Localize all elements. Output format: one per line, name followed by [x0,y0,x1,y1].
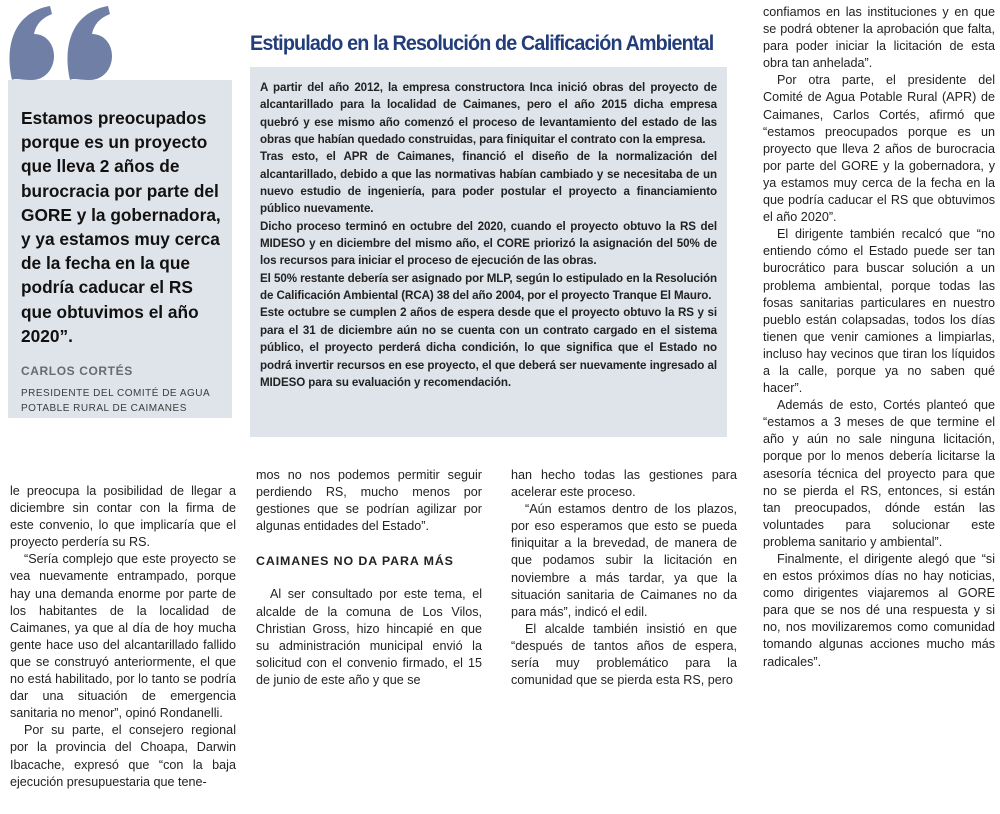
info-paragraph: A partir del año 2012, la empresa constructora Inca inició obras del proyecto de alcantarillado para la localidad de Caimanes, pero el año 2015 dicha empresa quebró y ese mismo año comenzó el proceso de levantamiento del estado de las obras que habían quedado construidas, para finiquitar el contrato con la empresa. [260,81,717,147]
article-column-2 [256,467,482,689]
column-paragraph: confiamos en las instituciones y en que se podrá obtener la aprobación que falta, para poder iniciar la licitación de esta obra tan anhelada”. [763,5,995,71]
info-paragraph: Tras esto, el APR de Caimanes, financió el diseño de la normalización del alcantarillado, debido a que las normativas habían cambiado y se necesitaba de un nuevo estudio de ingeniería, para poder postular el proyecto a financiamiento público nuevamente. [260,150,717,216]
column-paragraph: Finalmente, el dirigente alegó que “si en estos próximos días no hay noticias, como dirigentes viajaremos al GORE para que se nos dé una respuesta y si no, nos movilizaremos como comunidad tomando algunas acciones mucho más radicales”. [763,552,995,669]
info-paragraph: Este octubre se cumplen 2 años de espera desde que el proyecto obtuvo la RS y si para el 31 de diciembre aún no se cuenta con un contrato cargado en el sistema público, el proyecto perderá dicha condición, lo que significa que el Estado no podrá invertir recursos en ese proyecto, el que deberá ser nuevamente ingresado al MIDESO para su evaluación y recomendación. [260,306,717,389]
column-paragraph: Además de esto, Cortés planteó que “estamos a 3 meses de que termine el año y aún no sale ninguna licitación, porque por lo menos debería licitarse la asesoría técnica del proyecto para que no se pierda el RS, entonces, si están tan preocupados, dónde están las voluntades para solucionar este problema sanitario y ambiental”. [763,398,995,549]
section-subheading: CAIMANES NO DA PARA MÁS [256,554,454,569]
pull-quote-role: PRESIDENTE DEL COMITÉ DE AGUA POTABLE RURAL DE CAIMANES [21,388,210,415]
column-paragraph: El dirigente también recalcó que “no entiendo cómo el Estado puede ser tan burocrático para buscar solución a un problema ambiental, porque todas las fosas sanitarias particulares en nuestro pueblo están colapsadas, todos los días tienen que venir camiones a limpiarlas, incluso hay vecinos que tiran los líquidos a la calle, porque ya no saben qué hacer”. [763,227,995,396]
column-paragraph: han hecho todas las gestiones para acelerar este proceso. [511,468,737,500]
column-paragraph: “Aún estamos dentro de los plazos, por eso esperamos que esto se pueda finiquitar a la brevedad, de manera de que podamos subir la licitación en noviembre a más tardar, ya que la situación sanitaria de Caimanes no da para más”, indicó el edil. [511,502,737,619]
article-column-4 [763,4,995,671]
pull-quote-text: Estamos preocupados porque es un proyecto que lleva 2 años de burocracia por parte del GORE y la gobernadora, y ya estamos muy cerca de la fecha en la que podría caducar el RS que obtuvimos el año 2020”. [21,108,221,346]
article-column-3 [511,467,737,689]
info-box [250,67,727,437]
pull-quote-author: CARLOS CORTÉS [21,364,133,379]
pull-quote-box [8,80,232,418]
quote-marks-icon [6,2,126,82]
column-paragraph: “Sería complejo que este proyecto se vea nuevamente entrampado, porque hay una demanda enorme por parte de los habitantes de la localidad de Caimanes, ya que al día de hoy mucha gente hace uso del alcantarillado fallido que se construyó anteriormente, el que no está habilitado, por lo tanto se podría dar una situación de emergencia sanitaria no menor”, opinó Rondanelli. [10,552,236,721]
column-paragraph: Por otra parte, el presidente del Comité de Agua Potable Rural (APR) de Caimanes, Carlos Cortés, afirmó que “estamos preocupados porque es un proyecto que lleva 2 años de burocracia por parte del GORE y la gobernadora, y ya estamos muy cerca de la fecha en la que podría caducar el RS que obtuvimos el año 2020”. [763,73,995,225]
info-paragraph: El 50% restante debería ser asignado por MLP, según lo estipulado en la Resolución de Calificación Ambiental (RCA) 38 del año 2004, por el proyecto Tranque El Mauro. [260,271,717,303]
column-paragraph: Al ser consultado por este tema, el alcalde de la comuna de Los Vilos, Christian Gross, hizo hincapié en que su administración municipal envió la solicitud con el convenio firmado, el 15 de junio de este año y que se [256,587,482,687]
column-paragraph: le preocupa la posibilidad de llegar a diciembre sin contar con la firma de este convenio, lo que implicaría que el proyecto perdería su RS. [10,484,236,550]
info-box-title: Estipulado en la Resolución de Calificación Ambiental [250,32,714,55]
column-paragraph: mos no nos podemos permitir seguir perdiendo RS, mucho menos por gestiones que se podrían agilizar por algunas entidades del Estado”. [256,468,482,534]
info-paragraph: Dicho proceso terminó en octubre del 2020, cuando el proyecto obtuvo la RS del MIDESO y en diciembre del mismo año, el CORE priorizó la asignación del 50% de los recursos para iniciar el proceso de ejecución de las obras. [260,219,717,268]
article-column-1 [10,483,236,791]
column-paragraph: El alcalde también insistió en que “después de tantos años de espera, sería muy problemático para la comunidad que se pierda esta RS, pero [511,621,737,688]
column-paragraph: Por su parte, el consejero regional por la provincia del Choapa, Darwin Ibacache, expresó que “con la baja ejecución presupuestaria que tene- [10,723,236,789]
